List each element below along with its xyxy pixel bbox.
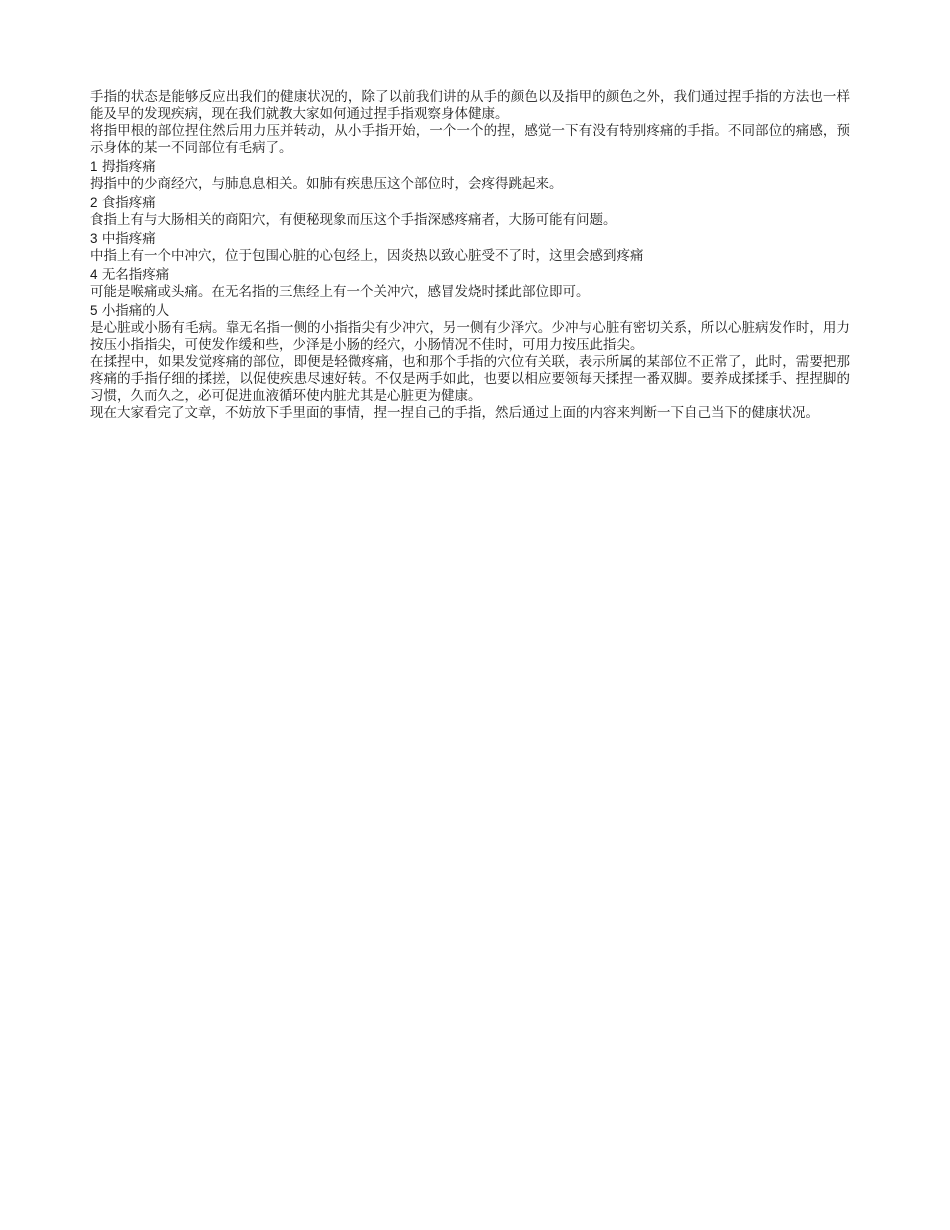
section-body-2: 食指上有与大肠相关的商阳穴，有便秘现象而压这个手指深感疼痛者，大肠可能有问题。 <box>90 212 617 228</box>
intro-paragraph-2: 将指甲根的部位捏住然后用力压并转动，从小手指开始，一个一个的捏，感觉一下有没有特别疼痛的手指。不同部位的痛感，预示身体的某一不同部位有毛病了。 <box>90 123 850 156</box>
section-body-5: 是心脏或小肠有毛病。靠无名指一侧的小指指尖有少冲穴，另一侧有少泽穴。少冲与心脏有密切关系，所以心脏病发作时，用力按压小指指尖，可使发作缓和些，少泽是小肠的经穴，小肠情况不佳时，可用力按压此指尖。 <box>90 320 850 353</box>
section-heading-3 <box>90 230 850 248</box>
section-number: 4 <box>90 267 98 282</box>
section-title: 拇指疼痛 <box>101 159 156 175</box>
section-heading-1 <box>90 158 850 176</box>
section-body-3: 中指上有一个中冲穴，位于包围心脏的心包经上，因炎热以致心脏受不了时，这里会感到疼痛 <box>90 248 644 264</box>
section-body-1: 拇指中的少商经穴，与肺息息相关。如肺有疾患压这个部位时，会疼得跳起来。 <box>90 176 563 192</box>
section-number: 3 <box>90 231 98 246</box>
intro-paragraph-1: 手指的状态是能够反应出我们的健康状况的，除了以前我们讲的从手的颜色以及指甲的颜色之外，我们通过捏手指的方法也一样能及早的发现疾病，现在我们就教大家如何通过捏手指观察身体健康。 <box>90 89 850 122</box>
section-heading-2 <box>90 194 850 212</box>
section-number: 2 <box>90 195 98 210</box>
section-title: 小指痛的人 <box>101 303 170 319</box>
section-title: 无名指疼痛 <box>101 267 170 283</box>
section-number: 1 <box>90 159 98 174</box>
section-title: 中指疼痛 <box>101 231 156 247</box>
section-body-4: 可能是喉痛或头痛。在无名指的三焦经上有一个关冲穴，感冒发烧时揉此部位即可。 <box>90 284 590 300</box>
section-heading-5 <box>90 302 850 320</box>
section-number: 5 <box>90 303 98 318</box>
section-heading-4 <box>90 266 850 284</box>
closing-paragraph-1: 在揉捏中，如果发觉疼痛的部位，即便是轻微疼痛，也和那个手指的穴位有关联，表示所属的某部位不正常了，此时，需要把那疼痛的手指仔细的揉搓，以促使疾患尽速好转。不仅是两手如此，也要以相应要领每天揉捏一番双脚。要养成揉揉手、捏捏脚的习惯，久而久之，必可促进血液循环使内脏尤其是心脏更为健康。 <box>90 354 850 404</box>
closing-paragraph-2: 现在大家看完了文章，不妨放下手里面的事情，捏一捏自己的手指，然后通过上面的内容来判断一下自己当下的健康状况。 <box>90 405 819 421</box>
section-title: 食指疼痛 <box>101 195 156 211</box>
article-body <box>90 89 850 422</box>
